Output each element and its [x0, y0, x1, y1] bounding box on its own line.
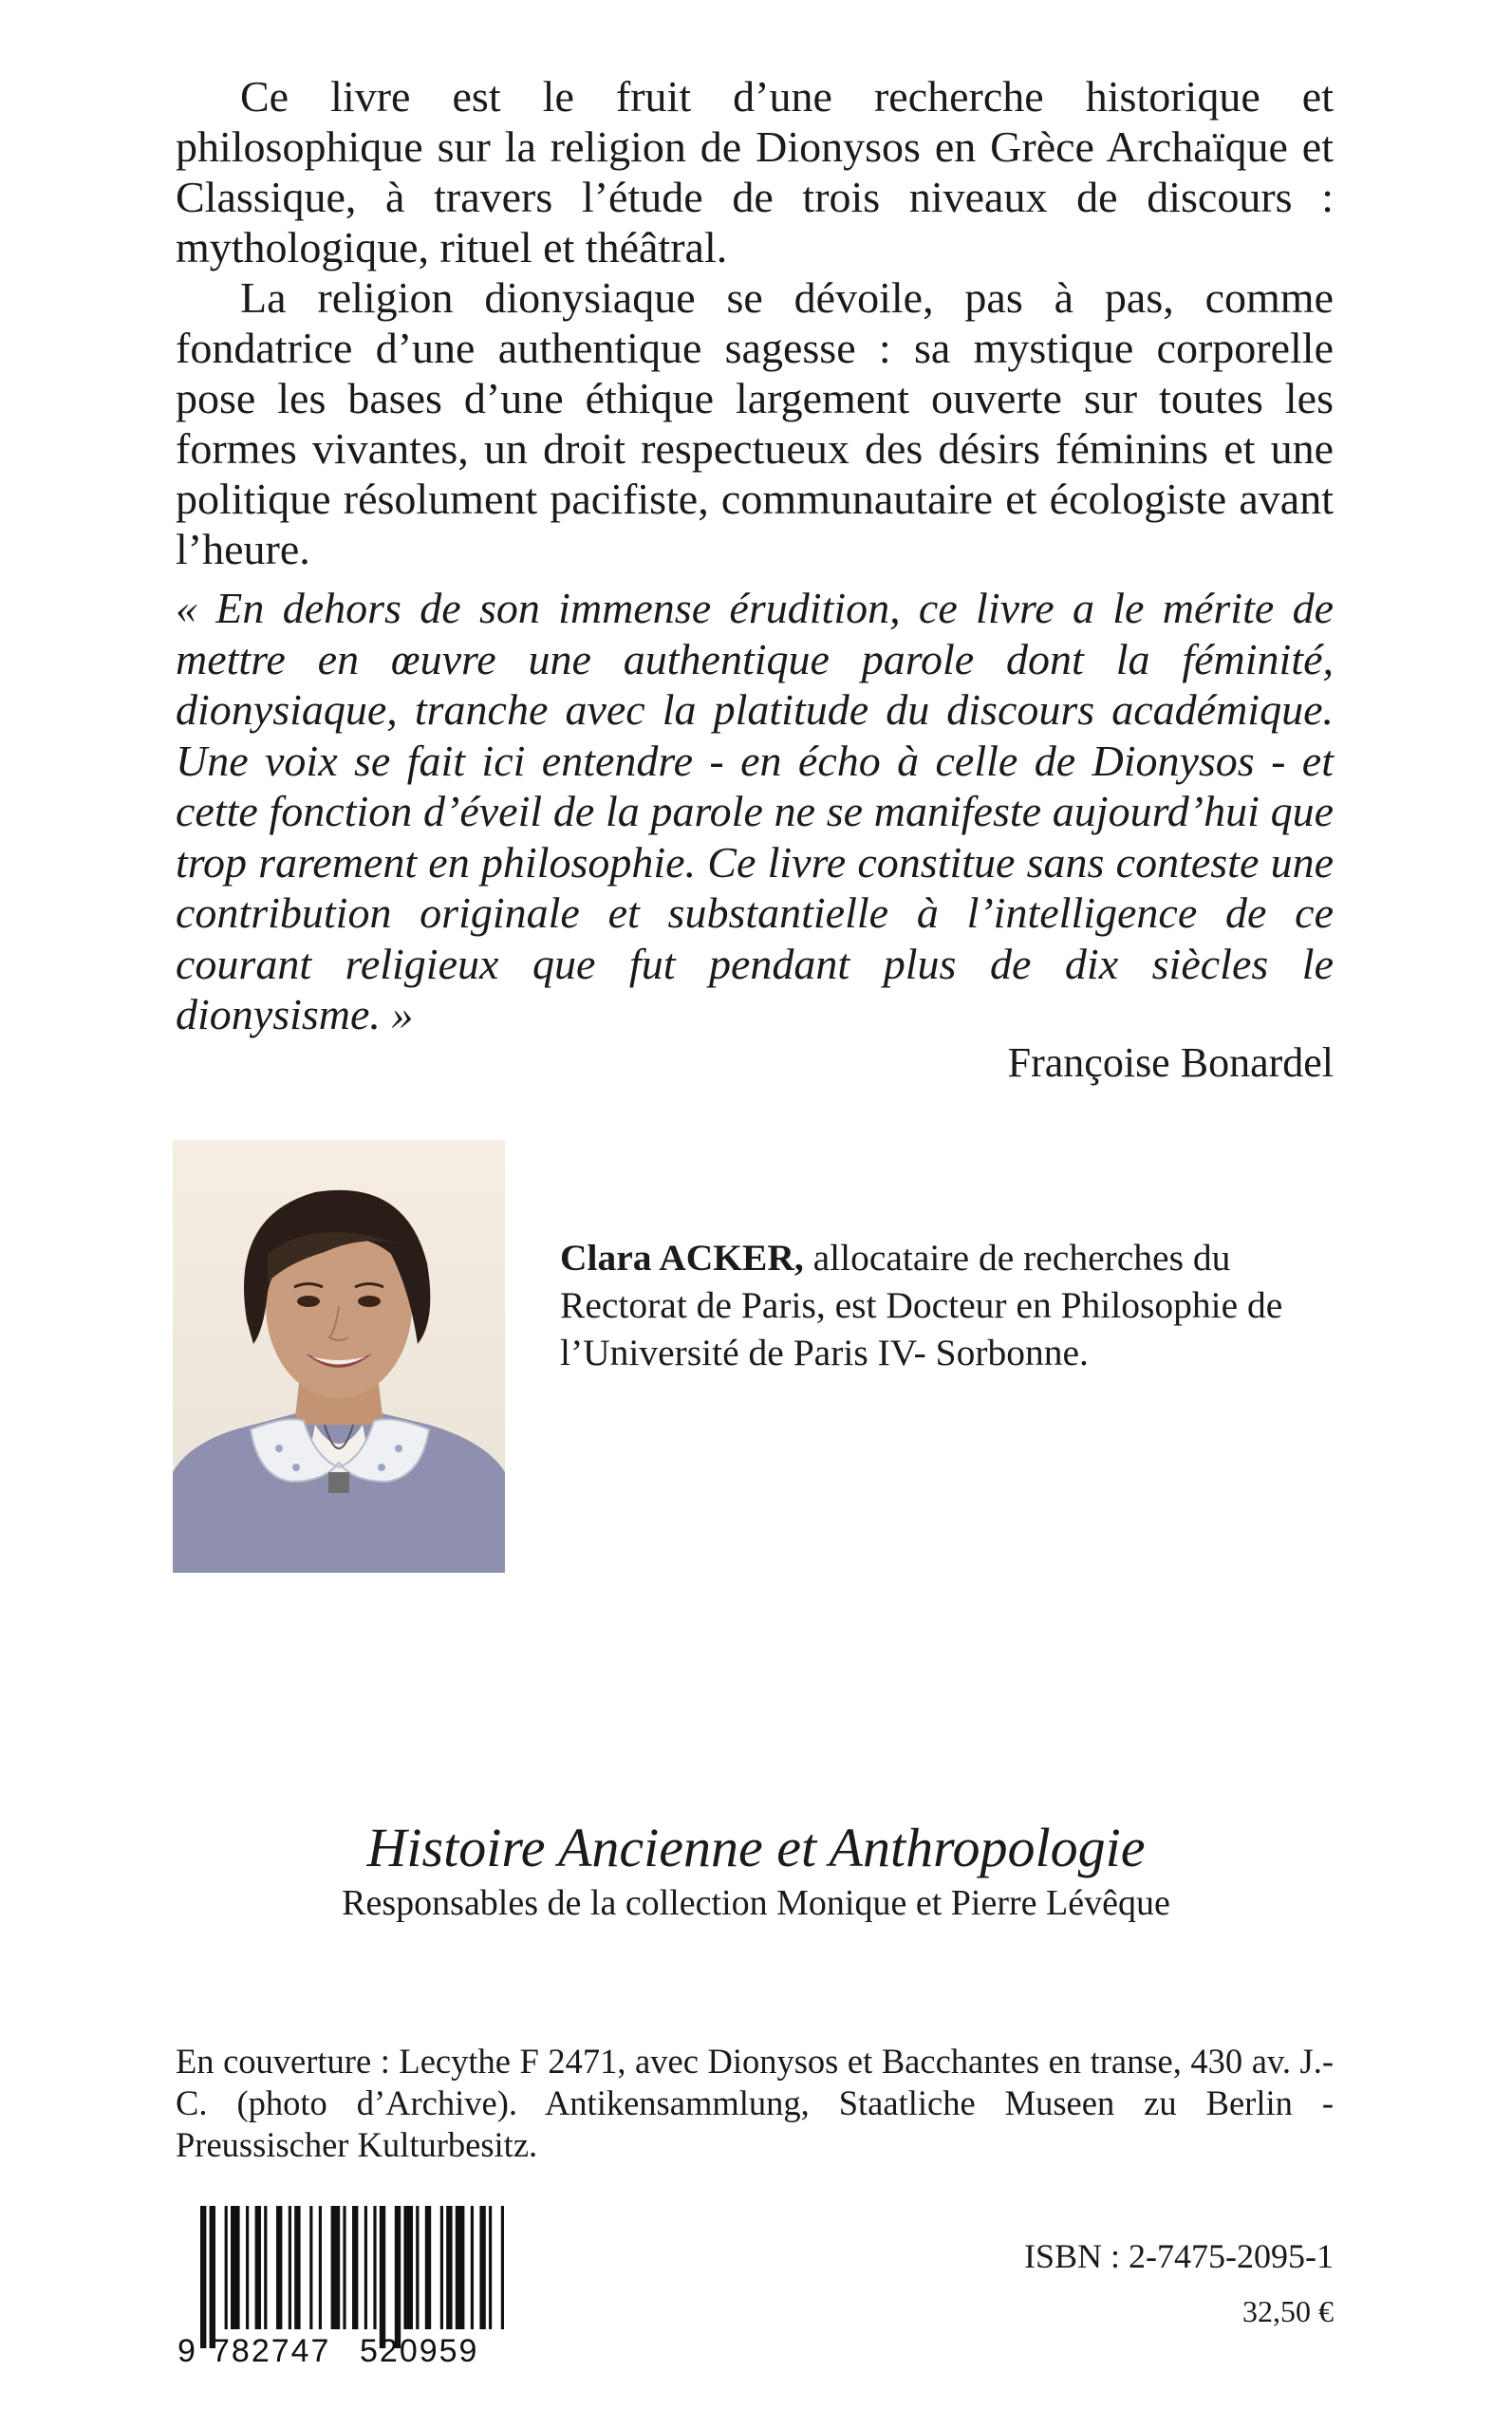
barcode-bar — [255, 2206, 261, 2329]
author-photo — [173, 1140, 505, 1573]
barcode-bar — [446, 2206, 452, 2329]
barcode-digit-first: 9 — [177, 2333, 196, 2365]
barcode-bar — [373, 2206, 376, 2329]
review-quote: « En dehors de son immense érudition, ce livre a le mérite de mettre en œuvre une authentique parole dont la féminité, dionysiaque, tranche avec la platitude du discours académique. Une voix se fait ici entendre - en écho à celle de Dionysos - et cette fonction d’éveil de la parole ne se manifeste aujourd’hui que trop rarement en philosophie. Ce livre constitue sans conteste une contribution originale et substantielle à l’intelligence de ce courant religieux que fut pendant plus de dix siècles le dionysisme. » — [176, 584, 1334, 1038]
barcode — [176, 2204, 510, 2365]
barcode-bar — [489, 2206, 492, 2329]
description-paragraph-2: La religion dionysiaque se dévoile, pas à pas, comme fondatrice d’une authentique sagesse : sa mystique corporelle pose les bases d’une éthique largement ouverte sur toutes les formes vivantes, un droit respectueux des désirs féminins et une politique résolument pacifiste, communautaire et écologiste avant l’heure. — [176, 273, 1334, 573]
barcode-bar — [294, 2206, 300, 2329]
price: 32,50 € — [1242, 2294, 1334, 2328]
barcode-bar — [456, 2206, 465, 2329]
quote-author: Françoise Bonardel — [1007, 1039, 1334, 1086]
barcode-digits-group2: 520959 — [360, 2333, 479, 2365]
barcode-bar — [403, 2206, 413, 2329]
author-bio — [560, 1234, 1334, 1376]
barcode-bar — [276, 2206, 282, 2329]
barcode-bar — [425, 2206, 431, 2329]
barcode-bar — [319, 2206, 322, 2329]
barcode-bar — [331, 2206, 341, 2329]
barcode-bar — [364, 2206, 367, 2329]
author-bio-text: allocataire de recherches du Rectorat de Paris, est Docteur en Philosophie de l’Université de Paris IV- Sorbonne. — [560, 1237, 1283, 1373]
barcode-bar — [416, 2206, 419, 2329]
barcode-bar — [352, 2206, 358, 2329]
barcode-bar — [471, 2206, 474, 2329]
barcode-bar — [246, 2206, 249, 2329]
collection-editors: Responsables de la collection Monique et Pierre Lévêque — [342, 1883, 1170, 1923]
barcode-bar — [479, 2206, 485, 2329]
barcode-bar — [380, 2206, 385, 2348]
description — [176, 71, 1334, 574]
barcode-digits-group1: 782747 — [212, 2333, 331, 2365]
barcode-bar — [501, 2206, 504, 2329]
barcode-bar — [440, 2206, 443, 2329]
cover-credit: En couverture : Lecythe F 2471, avec Dionysos et Bacchantes en transe, 430 av. J.-C. (photo d’Archive). Antikensammlung, Staatliche Museen zu Berlin - Preussischer Kulturbesitz. — [176, 2042, 1334, 2164]
description-paragraph-1: Ce livre est le fruit d’une recherche historique et philosophique sur la religion de Dionysos en Grèce Archaïque et Classique, à travers l’étude de trois niveaux de discours : mythologique, rituel et théâtral. — [176, 72, 1334, 271]
collection-title: Histoire Ancienne et Anthropologie — [366, 1817, 1146, 1878]
barcode-bar — [395, 2206, 401, 2348]
barcode-bar — [231, 2206, 240, 2329]
isbn: ISBN : 2-7475-2095-1 — [1024, 2237, 1334, 2275]
barcode-bar — [264, 2206, 267, 2329]
barcode-bar — [309, 2206, 312, 2329]
barcode-bar — [289, 2206, 291, 2329]
barcode-bar — [210, 2206, 215, 2348]
barcode-bar — [225, 2206, 228, 2329]
barcode-bar — [200, 2206, 206, 2348]
author-name: Clara ACKER, — [560, 1237, 804, 1279]
barcode-bars — [200, 2206, 504, 2348]
barcode-bar — [343, 2206, 345, 2329]
